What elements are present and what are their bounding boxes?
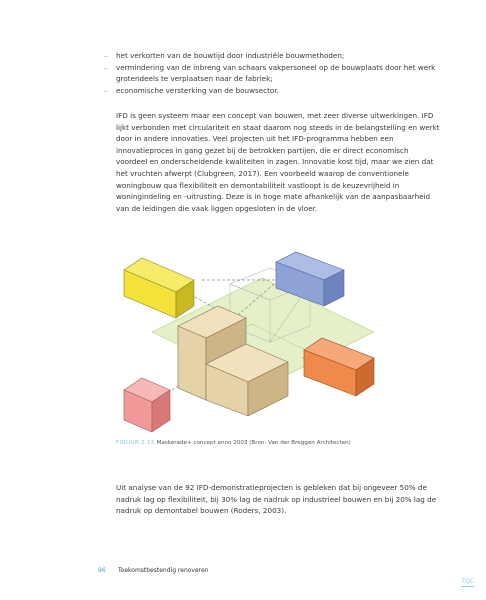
figure-illustration (112, 240, 380, 438)
pink-module (124, 378, 170, 432)
toc-link[interactable]: TOC (461, 578, 474, 585)
list-item-text: vermindering van de inbreng van schaars vakpersoneel op de bouwplaats door het werk grotendeels te verplaatsen naar de fabriek; (116, 62, 436, 83)
list-item (104, 50, 444, 62)
bullet-dash: – (104, 51, 108, 60)
bullet-dash: – (104, 85, 108, 95)
orange-module (304, 338, 374, 396)
page-number: 96 (98, 567, 106, 574)
yellow-module (124, 258, 194, 318)
list-item-text: economische versterking van de bouwsector. (116, 85, 279, 95)
body-paragraph: IFD is geen systeem maar een concept van bouwen, met zeer diverse uitwerkingen. IFD lijkt verbonden met circulariteit en staat daarom nog steeds in de belangstelling en werkt door in andere innovaties. Veel projecten uit het IFD-programma hebben een innovatieproces in gang gezet bij de betrokken partijen, die er direct economisch voordeel en onderscheidende kwaliteiten in zagen. Innovatie kost tijd, maar we zien dat het vruchten afwerpt (Clubgreen, 2017). Een voorbeeld waarop de conventionele woningbouw qua flexibiliteit en demontabiliteit vastloopt is de keuzevrijheid in woningindeling en -uitrusting. Deze is in hoge mate afhankelijk van de aanpasbaarheid van de leidingen die vaak liggen opgesloten in de vloer. (116, 111, 440, 213)
figure-caption (116, 440, 351, 446)
figure-caption-text: Maskerade+ concept anno 2003 (Bron: Van der Breggen Architecten) (156, 440, 351, 446)
list-item-text: het verkorten van de bouwtijd door industriële bouwmethoden; (116, 51, 345, 60)
figure-label: FIGUUR 2.15 (116, 440, 155, 446)
body-paragraph: Uit analyse van de 92 IFD-demonstratieprojecten is gebleken dat bij ongeveer 50% de nadruk lag op flexibiliteit, bij 30% lag de nadruk op industrieel bouwen en bij 20% lag de nadruk op demontabel bouwen (Roders, 2003). (116, 483, 437, 516)
footer-title: Toekomstbestendig renoveren (118, 567, 209, 574)
list-item (104, 62, 444, 85)
bullet-list (104, 50, 444, 96)
list-item (104, 85, 444, 97)
bullet-dash: – (104, 62, 108, 72)
